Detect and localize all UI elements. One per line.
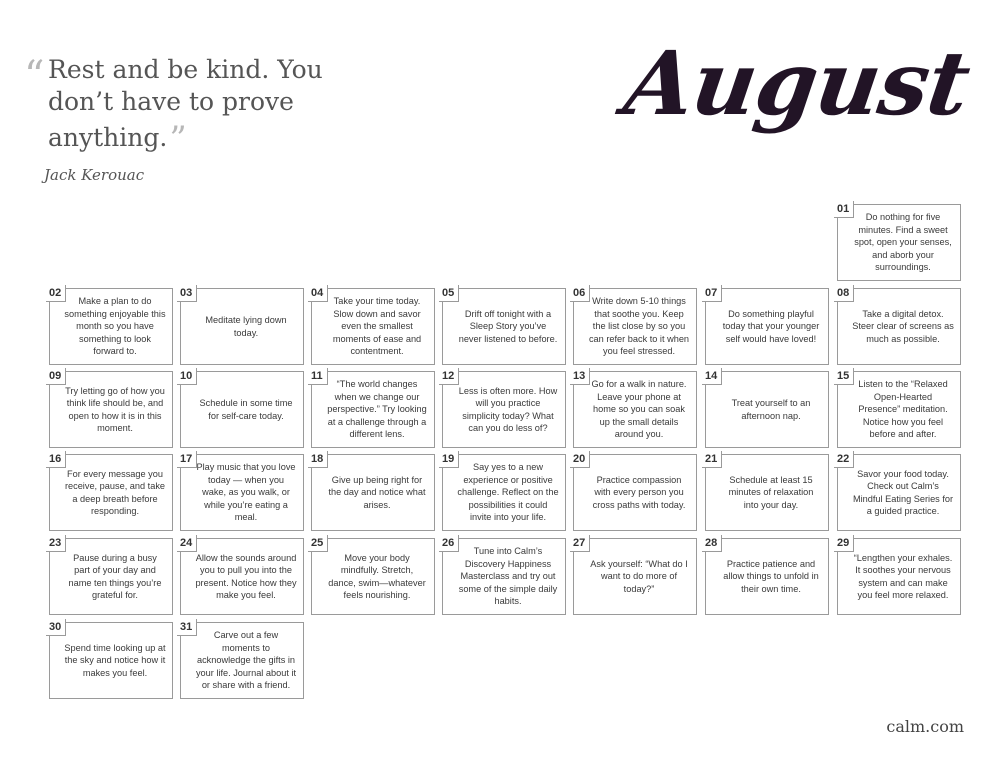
day-prompt: Make a plan to do something enjoyable this month so you have something to look forward to. bbox=[64, 296, 166, 357]
day-prompt: Drift off tonight with a Sleep Story you’ve never listened to before. bbox=[458, 308, 558, 344]
day-cell bbox=[442, 454, 566, 531]
day-number: 14 bbox=[702, 368, 722, 385]
day-number: 29 bbox=[834, 535, 854, 552]
day-cell bbox=[311, 538, 435, 615]
day-cell bbox=[573, 454, 697, 531]
day-cell bbox=[837, 538, 961, 615]
day-cell bbox=[705, 454, 829, 531]
day-prompt: Take your time today. Slow down and savor even the smallest moments of ease and contentment. bbox=[332, 296, 422, 357]
day-number: 10 bbox=[177, 368, 197, 385]
day-number: 30 bbox=[46, 619, 66, 636]
day-number: 11 bbox=[308, 368, 328, 385]
day-prompt: Say yes to a new experience or positive challenge. Reflect on the possibilities it could invite into your life. bbox=[457, 462, 559, 523]
day-cell bbox=[49, 288, 173, 365]
day-cell bbox=[49, 454, 173, 531]
day-prompt: Carve out a few moments to acknowledge the gifts in your life. Journal about it or share with a friend. bbox=[195, 630, 297, 691]
day-number: 20 bbox=[570, 451, 590, 468]
day-prompt: Ask yourself: “What do I want to do more of today?” bbox=[590, 558, 688, 594]
day-prompt: Give up being right for the day and notice what arises. bbox=[328, 474, 426, 510]
day-prompt: Schedule in some time for self-care today. bbox=[199, 398, 293, 421]
day-cell bbox=[837, 454, 961, 531]
day-prompt: Schedule at least 15 minutes of relaxation into your day. bbox=[728, 474, 814, 510]
day-cell bbox=[180, 288, 304, 365]
day-prompt: Take a digital detox. Steer clear of screens as much as possible. bbox=[852, 308, 954, 344]
quote-text: Rest and be kind. You don’t have to prove anything. bbox=[48, 55, 323, 152]
day-number: 03 bbox=[177, 285, 197, 302]
day-prompt: Tune into Calm’s Discovery Happiness Masterclass and try out some of the simple daily habits. bbox=[458, 546, 558, 607]
day-number: 22 bbox=[834, 451, 854, 468]
day-number: 06 bbox=[570, 285, 590, 302]
day-prompt: Pause during a busy part of your day and name ten things you’re grateful for. bbox=[68, 552, 162, 600]
day-cell bbox=[837, 371, 961, 448]
day-prompt: Play music that you love today — when you wake, as you walk, or while you’re eating a meal. bbox=[196, 462, 296, 523]
day-number: 07 bbox=[702, 285, 722, 302]
day-cell bbox=[311, 454, 435, 531]
day-prompt: “The world changes when we change our perspective.” Try looking at a challenge through a different lens. bbox=[327, 379, 427, 440]
day-prompt: Allow the sounds around you to pull you into the present. Notice how they make you feel. bbox=[195, 552, 297, 600]
day-prompt: Do nothing for five minutes. Find a sweet spot, open your senses, and aborb your surroundings. bbox=[854, 212, 952, 273]
day-prompt: Less is often more. How will you practice simplicity today? What can you do less of? bbox=[458, 385, 558, 433]
day-number: 12 bbox=[439, 368, 459, 385]
day-cell bbox=[311, 371, 435, 448]
day-cell bbox=[837, 204, 961, 281]
day-prompt: Write down 5-10 things that soothe you. Keep the list close by so you can refer back to it when you feel stressed. bbox=[588, 296, 690, 357]
day-number: 24 bbox=[177, 535, 197, 552]
day-prompt: Treat yourself to an afternoon nap. bbox=[731, 398, 811, 421]
day-prompt: Do something playful today that your younger self would have loved! bbox=[722, 308, 820, 344]
day-prompt: Practice patience and allow things to unfold in their own time. bbox=[723, 558, 819, 594]
month-title: August bbox=[618, 31, 976, 135]
close-quote-mark: ” bbox=[169, 119, 187, 159]
day-cell bbox=[837, 288, 961, 365]
day-prompt: “Lengthen your exhales. It soothes your nervous system and can make you feel more relaxed. bbox=[853, 552, 953, 600]
day-prompt: Move your body mindfully. Stretch, dance, swim—whatever feels nourishing. bbox=[328, 552, 426, 600]
day-number: 02 bbox=[46, 285, 66, 302]
quote-author: Jack Kerouac bbox=[44, 166, 145, 184]
day-cell bbox=[442, 288, 566, 365]
day-cell bbox=[49, 371, 173, 448]
day-prompt: Try letting go of how you think life should be, and open to how it is in this moment. bbox=[65, 385, 165, 433]
day-number: 21 bbox=[702, 451, 722, 468]
day-number: 17 bbox=[177, 451, 197, 468]
day-number: 25 bbox=[308, 535, 328, 552]
day-prompt: For every message you receive, pause, and take a deep breath before responding. bbox=[64, 468, 166, 516]
day-number: 13 bbox=[570, 368, 590, 385]
day-number: 23 bbox=[46, 535, 66, 552]
day-number: 05 bbox=[439, 285, 459, 302]
day-cell bbox=[705, 371, 829, 448]
day-prompt: Meditate lying down today. bbox=[205, 315, 287, 338]
day-cell bbox=[573, 288, 697, 365]
day-number: 18 bbox=[308, 451, 328, 468]
day-number: 19 bbox=[439, 451, 459, 468]
day-prompt: Practice compassion with every person you cross paths with today. bbox=[592, 474, 686, 510]
day-number: 31 bbox=[177, 619, 197, 636]
day-cell bbox=[180, 454, 304, 531]
day-number: 16 bbox=[46, 451, 66, 468]
day-cell bbox=[705, 538, 829, 615]
day-cell bbox=[573, 538, 697, 615]
brand-url[interactable]: calm.com bbox=[886, 717, 964, 736]
day-cell bbox=[442, 371, 566, 448]
day-cell bbox=[49, 622, 173, 699]
day-cell bbox=[311, 288, 435, 365]
day-number: 09 bbox=[46, 368, 66, 385]
day-cell bbox=[573, 371, 697, 448]
day-number: 01 bbox=[834, 201, 854, 218]
day-cell bbox=[442, 538, 566, 615]
day-number: 27 bbox=[570, 535, 590, 552]
day-prompt: Savor your food today. Check out Calm’s Mindful Eating Series for a guided practice. bbox=[852, 468, 954, 516]
open-quote-mark: “ bbox=[24, 53, 45, 99]
day-number: 28 bbox=[702, 535, 722, 552]
day-prompt: Listen to the “Relaxed Open-Hearted Presence” meditation. Notice how you feel before and after. bbox=[858, 379, 948, 440]
day-number: 08 bbox=[834, 285, 854, 302]
day-cell bbox=[180, 538, 304, 615]
day-cell bbox=[180, 371, 304, 448]
day-cell bbox=[49, 538, 173, 615]
day-number: 15 bbox=[834, 368, 854, 385]
day-cell bbox=[180, 622, 304, 699]
day-prompt: Spend time looking up at the sky and notice how it makes you feel. bbox=[64, 642, 166, 678]
day-number: 26 bbox=[439, 535, 459, 552]
day-number: 04 bbox=[308, 285, 328, 302]
day-prompt: Go for a walk in nature. Leave your phone at home so you can soak up the small details around you. bbox=[591, 379, 687, 440]
day-cell bbox=[705, 288, 829, 365]
